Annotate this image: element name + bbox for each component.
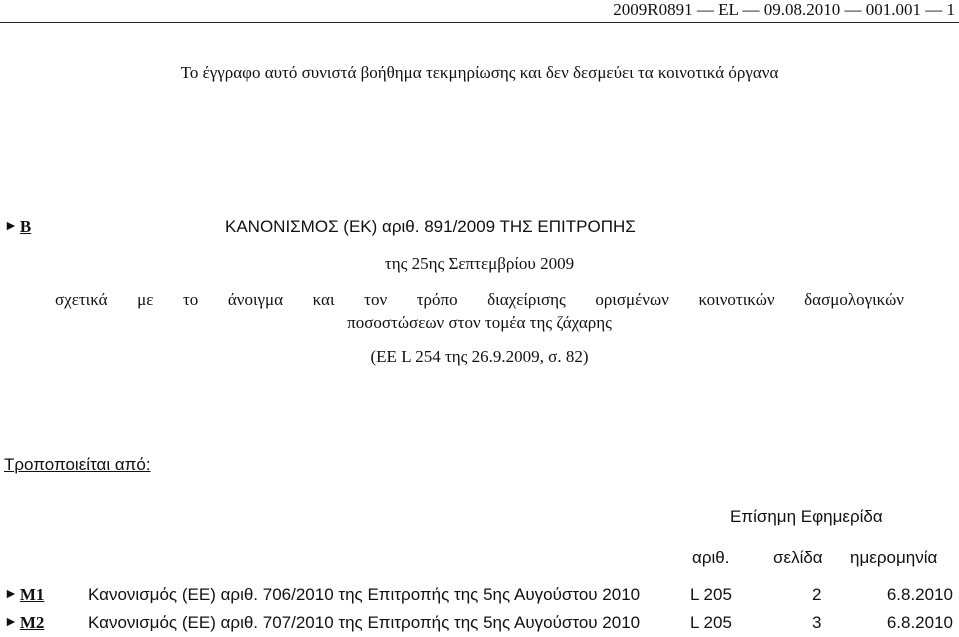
regulation-title: ΚΑΝΟΝΙΣΜΟΣ (ΕΚ) αριθ. 891/2009 ΤΗΣ ΕΠΙΤΡΟΠΗΣ [225, 217, 636, 236]
regulation-date: της 25ης Σεπτεμβρίου 2009 [384, 254, 575, 273]
oj-reference: (ΕΕ L 254 της 26.9.2009, σ. 82) [370, 347, 589, 366]
marker-m1[interactable] [4, 585, 44, 605]
triangle-right-icon: ► [4, 587, 18, 602]
subject-word: τρόπο [416, 290, 458, 309]
subject-word: τον [364, 290, 388, 309]
subject-word: το [182, 290, 199, 309]
subject-word: σχετικά [55, 290, 108, 309]
column-header-no: αριθ. [692, 548, 730, 567]
disclaimer: Το έγγραφο αυτό συνιστά βοήθημα τεκμηρίωσης και δεν δεσμεύει τα κοινοτικά όργανα [180, 63, 779, 82]
regulation-subject-line-1 [55, 290, 904, 310]
subject-word: και [312, 290, 335, 309]
triangle-right-icon: ► [4, 615, 18, 630]
subject-word: άνοιγμα [227, 290, 284, 309]
column-header-date: ημερομηνία [850, 548, 938, 567]
regulation-subject-line-2: ποσοστώσεων στον τομέα της ζάχαρης [347, 313, 612, 332]
amendment-date: 6.8.2010 [886, 613, 953, 632]
marker-b[interactable] [4, 217, 31, 237]
amendment-page: 3 [812, 613, 822, 632]
amendment-description: Κανονισμός (ΕΕ) αριθ. 706/2010 της Επιτροπής της 5ης Αυγούστου 2010 [88, 585, 641, 604]
amendment-date: 6.8.2010 [886, 585, 953, 604]
running-header: 2009R0891 — EL — 09.08.2010 — 001.001 — 1 [613, 0, 955, 19]
subject-word: ορισμένων [595, 290, 669, 309]
subject-word: κοινοτικών [698, 290, 775, 309]
official-journal-heading: Επίσημη Εφημερίδα [730, 507, 883, 526]
amendment-oj-no: L 205 [690, 613, 732, 632]
marker-m1-label: M1 [19, 585, 45, 604]
column-header-page: σελίδα [773, 548, 823, 567]
amendment-page: 2 [812, 585, 822, 604]
subject-word: διαχείρισης [487, 290, 566, 309]
amendment-description: Κανονισμός (ΕΕ) αριθ. 707/2010 της Επιτροπής της 5ης Αυγούστου 2010 [88, 613, 641, 632]
subject-word: δασμολογικών [804, 290, 904, 309]
marker-b-label: B [19, 217, 32, 236]
triangle-right-icon: ► [4, 219, 18, 234]
amendment-oj-no: L 205 [690, 585, 732, 604]
marker-m2-label: M2 [19, 613, 45, 632]
marker-m2[interactable] [4, 613, 44, 633]
amended-by-heading: Τροποποιείται από: [4, 455, 151, 474]
subject-word: με [137, 290, 154, 309]
